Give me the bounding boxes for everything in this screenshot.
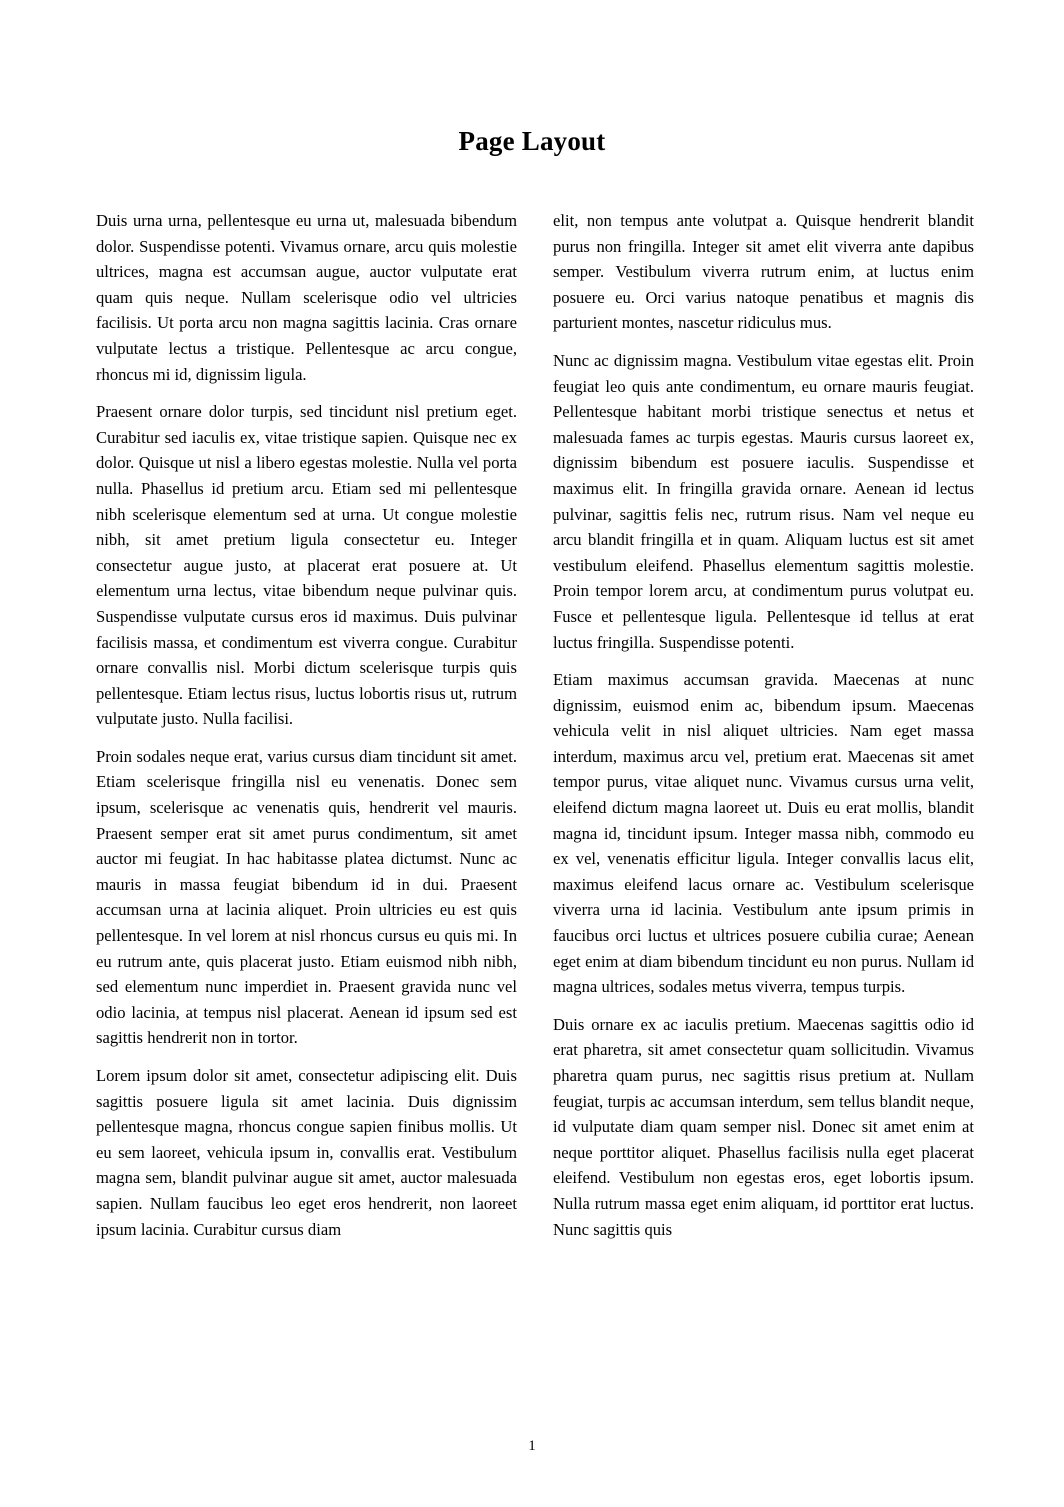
paragraph: Duis urna urna, pellentesque eu urna ut, malesuada bibendum dolor. Suspendisse potenti. Vivamus ornare, arcu quis molestie ultrices, magna est accumsan augue, auctor vulputate erat quam quis neque. Nullam scelerisque odio vel ultricies facilisis. Ut porta arcu non magna sagittis lacinia. Cras ornare vulputate lectus a tristique. Pellentesque ac arcu congue, rhoncus mi id, dignissim ligula.	[96, 211, 517, 384]
right-column	[553, 208, 974, 1242]
paragraph: Proin sodales neque erat, varius cursus diam tincidunt sit amet. Etiam scelerisque fringilla nisl eu venenatis. Donec sem ipsum, scelerisque ac venenatis quis, hendrerit vel mauris. Praesent semper erat sit amet purus condimentum, sit amet auctor mi feugiat. In hac habitasse platea dictumst. Nunc ac mauris in massa feugiat bibendum id in dui. Praesent accumsan urna at lacinia aliquet. Proin ultricies eu est quis pellentesque. In vel lorem at nisl rhoncus cursus eu quis mi. In eu rutrum ante, quis placerat justo. Etiam euismod nibh nibh, sed elementum nunc imperdiet in. Praesent gravida nunc vel odio lacinia, at tempus nisl placerat. Aenean id ipsum sed est sagittis hendrerit non in tortor.	[96, 746, 517, 1048]
paragraph: elit, non tempus ante volutpat a. Quisque hendrerit blandit purus non fringilla. Integer sit amet elit viverra ante dapibus semper. Vestibulum viverra rutrum enim, at luctus enim posuere eu. Orci varius natoque penatibus et magnis dis parturient montes, nascetur ridiculus mus.	[553, 211, 974, 333]
paragraph: Praesent ornare dolor turpis, sed tincidunt nisl pretium eget. Curabitur sed iaculis ex, vitae tristique sapien. Quisque nec ex dolor. Quisque ut nisl a libero egestas molestie. Nulla vel porta nulla. Phasellus id pretium arcu. Etiam sed mi pellentesque nibh scelerisque elementum sed at urna. Ut congue molestie nibh, sit amet pretium ligula consectetur eu. Integer consectetur augue justo, at placerat erat posuere at. Ut elementum urna lectus, vitae bibendum neque pulvinar quis. Suspendisse vulputate cursus eros id maximus. Duis pulvinar facilisis massa, et condimentum est viverra congue. Curabitur ornare convallis nisl. Morbi dictum scelerisque turpis quis pellentesque. Etiam lectus risus, luctus lobortis risus ut, rutrum vulputate justo. Nulla facilisi.	[96, 402, 517, 729]
paragraph: Duis ornare ex ac iaculis pretium. Maecenas sagittis odio id erat pharetra, sit amet consectetur quam sollicitudin. Vivamus pharetra quam purus, nec sagittis risus pretium at. Nullam feugiat, turpis ac accumsan interdum, sem tellus blandit neque, id vulputate diam quam semper nisl. Donec sit amet enim at neque porttitor aliquet. Phasellus facilisis nulla eget placerat eleifend. Vestibulum non egestas eros, eget lobortis ipsum. Nulla rutrum massa eget enim aliquam, id porttitor erat luctus. Nunc sagittis quis	[553, 1014, 974, 1239]
left-column	[96, 208, 517, 1242]
two-column-body	[96, 208, 974, 1242]
paragraph: Nunc ac dignissim magna. Vestibulum vitae egestas elit. Proin feugiat leo quis ante condimentum, eu ornare mauris feugiat. Pellentesque habitant morbi tristique senectus et netus et malesuada fames ac turpis egestas. Mauris cursus laoreet ex, dignissim bibendum est posuere iaculis. Suspendisse et maximus elit. In fringilla gravida ornare. Aenean id lectus pulvinar, sagittis felis nec, rutrum risus. Nam vel neque eu arcu blandit fringilla et in quam. Aliquam luctus est sit amet vestibulum eleifend. Phasellus elementum sagittis molestie. Proin tempor lorem arcu, at condimentum purus volutpat eu. Fusce et pellentesque ligula. Pellentesque id tellus at erat luctus fringilla. Suspendisse potenti.	[553, 350, 974, 652]
paragraph: Etiam maximus accumsan gravida. Maecenas at nunc dignissim, euismod enim ac, bibendum ipsum. Maecenas vehicula velit in nisl aliquet ultricies. Nam eget massa interdum, maximus arcu vel, pretium erat. Maecenas sit amet tempor purus, vitae aliquet nunc. Vivamus cursus urna velit, eleifend dictum magna laoreet ut. Duis eu erat mollis, blandit magna id, tincidunt ipsum. Integer massa nibh, commodo eu ex vel, venenatis efficitur ligula. Integer convallis lacus elit, maximus eleifend lacus ornare ac. Vestibulum scelerisque viverra urna id lacinia. Vestibulum ante ipsum primis in faucibus orci luctus et ultrices posuere cubilia curae; Aenean eget enim at diam bibendum tincidunt eu non purus. Nullam id magna ultrices, sodales metus viverra, tempus turpis.	[553, 670, 974, 997]
page-number: 1	[528, 1438, 536, 1454]
paragraph: Lorem ipsum dolor sit amet, consectetur adipiscing elit. Duis sagittis posuere ligula sit amet lacinia. Duis dignissim pellentesque magna, rhoncus congue sapien finibus mollis. Ut eu sem laoreet, vehicula ipsum in, convallis erat. Vestibulum magna sem, blandit pulvinar augue sit amet, auctor malesuada sapien. Nullam faucibus leo eget eros hendrerit, non laoreet ipsum lacinia. Curabitur cursus diam	[96, 1066, 517, 1239]
page-title: Page Layout	[458, 126, 606, 156]
